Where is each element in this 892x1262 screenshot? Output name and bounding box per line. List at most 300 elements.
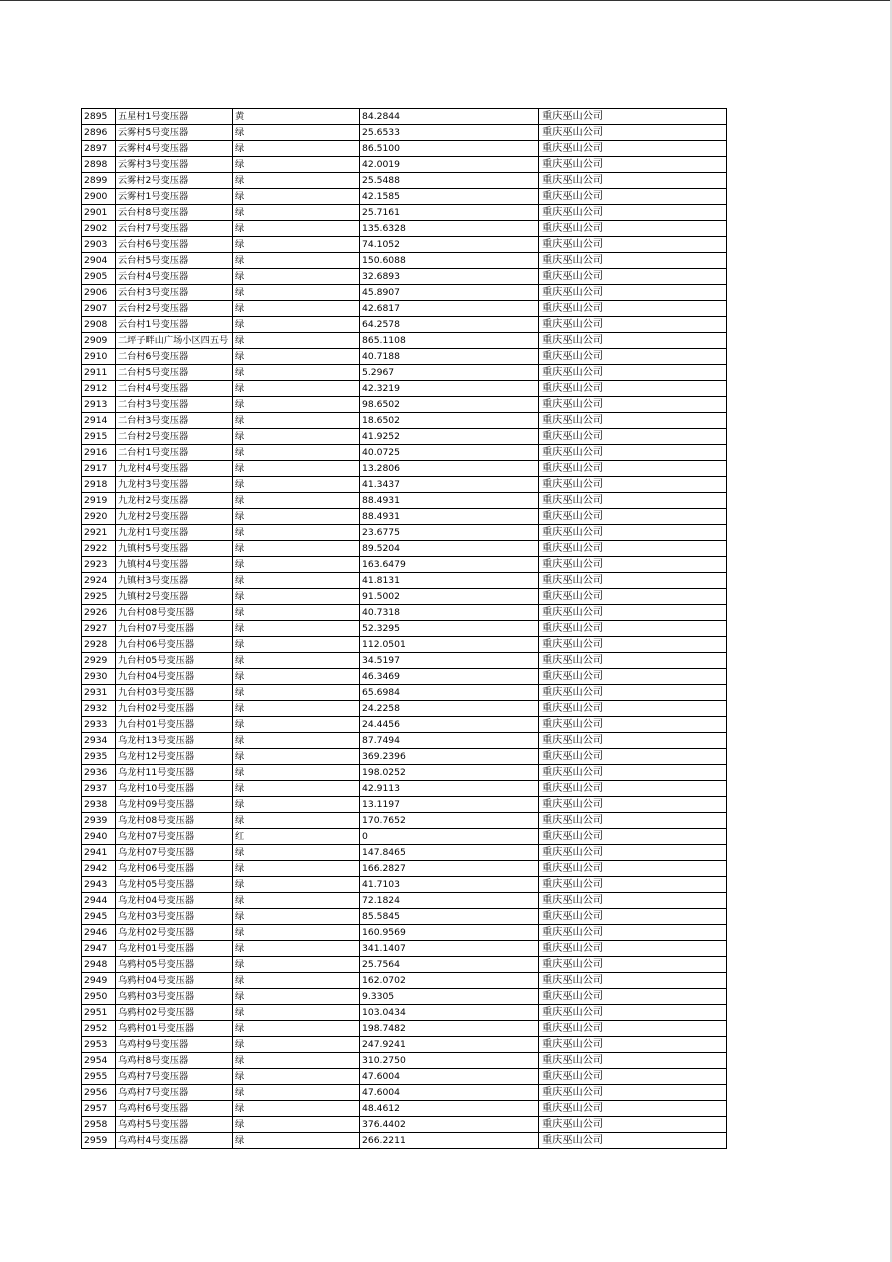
- cell-value: 160.9569: [360, 925, 539, 941]
- cell-id: 2912: [82, 381, 116, 397]
- cell-company: 重庆巫山公司: [539, 397, 727, 413]
- cell-company: 重庆巫山公司: [539, 109, 727, 125]
- cell-company: 重庆巫山公司: [539, 845, 727, 861]
- cell-status: 绿: [233, 861, 360, 877]
- cell-company: 重庆巫山公司: [539, 989, 727, 1005]
- cell-id: 2956: [82, 1085, 116, 1101]
- cell-status: 绿: [233, 797, 360, 813]
- cell-name: 云雾村5号变压器: [116, 125, 233, 141]
- cell-value: 162.0702: [360, 973, 539, 989]
- table-row: [82, 621, 727, 637]
- cell-id: 2949: [82, 973, 116, 989]
- cell-value: 103.0434: [360, 1005, 539, 1021]
- cell-name: 云台村5号变压器: [116, 253, 233, 269]
- cell-name: 乌龙村04号变压器: [116, 893, 233, 909]
- cell-status: 绿: [233, 653, 360, 669]
- cell-status: 绿: [233, 541, 360, 557]
- cell-id: 2945: [82, 909, 116, 925]
- table-row: [82, 813, 727, 829]
- cell-value: 112.0501: [360, 637, 539, 653]
- cell-company: 重庆巫山公司: [539, 1101, 727, 1117]
- cell-name: 九镇村2号变压器: [116, 589, 233, 605]
- cell-value: 266.2211: [360, 1133, 539, 1149]
- cell-name: 乌龙村03号变压器: [116, 909, 233, 925]
- table-row: [82, 1069, 727, 1085]
- cell-id: 2914: [82, 413, 116, 429]
- cell-name: 乌龙村05号变压器: [116, 877, 233, 893]
- cell-status: 绿: [233, 333, 360, 349]
- cell-id: 2938: [82, 797, 116, 813]
- cell-status: 绿: [233, 445, 360, 461]
- cell-id: 2919: [82, 493, 116, 509]
- table-row: [82, 1005, 727, 1021]
- cell-value: 98.6502: [360, 397, 539, 413]
- cell-company: 重庆巫山公司: [539, 973, 727, 989]
- cell-company: 重庆巫山公司: [539, 525, 727, 541]
- cell-value: 40.7188: [360, 349, 539, 365]
- cell-name: 九台村05号变压器: [116, 653, 233, 669]
- cell-value: 42.0019: [360, 157, 539, 173]
- table-row: [82, 221, 727, 237]
- cell-name: 云雾村4号变压器: [116, 141, 233, 157]
- cell-id: 2927: [82, 621, 116, 637]
- cell-id: 2909: [82, 333, 116, 349]
- cell-value: 40.0725: [360, 445, 539, 461]
- cell-name: 乌鸡村8号变压器: [116, 1053, 233, 1069]
- cell-status: 绿: [233, 397, 360, 413]
- cell-value: 42.6817: [360, 301, 539, 317]
- cell-company: 重庆巫山公司: [539, 957, 727, 973]
- cell-company: 重庆巫山公司: [539, 829, 727, 845]
- cell-name: 九台村03号变压器: [116, 685, 233, 701]
- cell-status: 绿: [233, 269, 360, 285]
- table-row: [82, 829, 727, 845]
- cell-name: 乌龙村12号变压器: [116, 749, 233, 765]
- cell-status: 绿: [233, 157, 360, 173]
- cell-value: 310.2750: [360, 1053, 539, 1069]
- cell-status: 绿: [233, 285, 360, 301]
- cell-name: 乌龙村06号变压器: [116, 861, 233, 877]
- cell-status: 绿: [233, 765, 360, 781]
- table-row: [82, 397, 727, 413]
- cell-value: 91.5002: [360, 589, 539, 605]
- table-row: [82, 845, 727, 861]
- table-row: [82, 205, 727, 221]
- cell-value: 45.8907: [360, 285, 539, 301]
- cell-company: 重庆巫山公司: [539, 477, 727, 493]
- cell-value: 147.8465: [360, 845, 539, 861]
- cell-value: 84.2844: [360, 109, 539, 125]
- cell-status: 绿: [233, 429, 360, 445]
- table-row: [82, 557, 727, 573]
- cell-company: 重庆巫山公司: [539, 589, 727, 605]
- cell-company: 重庆巫山公司: [539, 1117, 727, 1133]
- cell-id: 2953: [82, 1037, 116, 1053]
- cell-id: 2910: [82, 349, 116, 365]
- cell-id: 2908: [82, 317, 116, 333]
- cell-value: 13.2806: [360, 461, 539, 477]
- cell-value: 41.3437: [360, 477, 539, 493]
- cell-name: 云台村8号变压器: [116, 205, 233, 221]
- cell-company: 重庆巫山公司: [539, 509, 727, 525]
- cell-company: 重庆巫山公司: [539, 877, 727, 893]
- table-row: [82, 381, 727, 397]
- cell-status: 绿: [233, 125, 360, 141]
- table-row: [82, 589, 727, 605]
- cell-company: 重庆巫山公司: [539, 221, 727, 237]
- cell-company: 重庆巫山公司: [539, 317, 727, 333]
- cell-company: 重庆巫山公司: [539, 205, 727, 221]
- cell-value: 341.1407: [360, 941, 539, 957]
- cell-id: 2906: [82, 285, 116, 301]
- cell-id: 2897: [82, 141, 116, 157]
- cell-id: 2900: [82, 189, 116, 205]
- cell-id: 2958: [82, 1117, 116, 1133]
- cell-company: 重庆巫山公司: [539, 1005, 727, 1021]
- cell-value: 89.5204: [360, 541, 539, 557]
- table-row: [82, 1037, 727, 1053]
- table-row: [82, 477, 727, 493]
- cell-value: 48.4612: [360, 1101, 539, 1117]
- table-row: [82, 541, 727, 557]
- table-row: [82, 957, 727, 973]
- cell-name: 乌鸡村4号变压器: [116, 1133, 233, 1149]
- table-row: [82, 605, 727, 621]
- cell-value: 86.5100: [360, 141, 539, 157]
- cell-name: 乌龙村02号变压器: [116, 925, 233, 941]
- cell-company: 重庆巫山公司: [539, 909, 727, 925]
- table-row: [82, 765, 727, 781]
- cell-status: 红: [233, 829, 360, 845]
- cell-status: 绿: [233, 1037, 360, 1053]
- cell-company: 重庆巫山公司: [539, 141, 727, 157]
- cell-id: 2948: [82, 957, 116, 973]
- cell-company: 重庆巫山公司: [539, 269, 727, 285]
- cell-value: 166.2827: [360, 861, 539, 877]
- cell-value: 32.6893: [360, 269, 539, 285]
- cell-status: 绿: [233, 205, 360, 221]
- cell-name: 二台村6号变压器: [116, 349, 233, 365]
- cell-company: 重庆巫山公司: [539, 637, 727, 653]
- cell-id: 2911: [82, 365, 116, 381]
- table-row: [82, 1085, 727, 1101]
- cell-status: 绿: [233, 413, 360, 429]
- cell-value: 135.6328: [360, 221, 539, 237]
- cell-status: 绿: [233, 173, 360, 189]
- cell-value: 9.3305: [360, 989, 539, 1005]
- cell-status: 绿: [233, 525, 360, 541]
- table-row: [82, 189, 727, 205]
- cell-value: 85.5845: [360, 909, 539, 925]
- cell-status: 绿: [233, 989, 360, 1005]
- cell-value: 170.7652: [360, 813, 539, 829]
- table-row: [82, 925, 727, 941]
- table-row: [82, 685, 727, 701]
- cell-id: 2944: [82, 893, 116, 909]
- cell-company: 重庆巫山公司: [539, 349, 727, 365]
- cell-id: 2943: [82, 877, 116, 893]
- table-row: [82, 973, 727, 989]
- table-row: [82, 445, 727, 461]
- cell-company: 重庆巫山公司: [539, 941, 727, 957]
- cell-status: 绿: [233, 1101, 360, 1117]
- cell-company: 重庆巫山公司: [539, 717, 727, 733]
- cell-name: 乌鸡村7号变压器: [116, 1085, 233, 1101]
- cell-status: 绿: [233, 1085, 360, 1101]
- cell-name: 乌龙村08号变压器: [116, 813, 233, 829]
- cell-status: 绿: [233, 781, 360, 797]
- cell-status: 绿: [233, 141, 360, 157]
- cell-id: 2942: [82, 861, 116, 877]
- cell-company: 重庆巫山公司: [539, 669, 727, 685]
- table-row: [82, 1021, 727, 1037]
- transformer-table: [81, 108, 727, 1149]
- cell-status: 绿: [233, 573, 360, 589]
- cell-status: 绿: [233, 909, 360, 925]
- cell-name: 云台村3号变压器: [116, 285, 233, 301]
- cell-value: 23.6775: [360, 525, 539, 541]
- cell-name: 二台村3号变压器: [116, 397, 233, 413]
- cell-name: 九台村06号变压器: [116, 637, 233, 653]
- cell-company: 重庆巫山公司: [539, 1021, 727, 1037]
- cell-value: 42.1585: [360, 189, 539, 205]
- cell-id: 2937: [82, 781, 116, 797]
- cell-name: 九镇村4号变压器: [116, 557, 233, 573]
- cell-id: 2905: [82, 269, 116, 285]
- cell-status: 绿: [233, 237, 360, 253]
- cell-id: 2928: [82, 637, 116, 653]
- cell-status: 绿: [233, 685, 360, 701]
- cell-status: 绿: [233, 461, 360, 477]
- cell-name: 云台村7号变压器: [116, 221, 233, 237]
- cell-company: 重庆巫山公司: [539, 573, 727, 589]
- cell-company: 重庆巫山公司: [539, 365, 727, 381]
- cell-value: 52.3295: [360, 621, 539, 637]
- table-row: [82, 525, 727, 541]
- cell-value: 25.7564: [360, 957, 539, 973]
- table-row: [82, 109, 727, 125]
- cell-company: 重庆巫山公司: [539, 1085, 727, 1101]
- table-row: [82, 317, 727, 333]
- cell-name: 乌龙村10号变压器: [116, 781, 233, 797]
- cell-status: 黄: [233, 109, 360, 125]
- cell-name: 云雾村3号变压器: [116, 157, 233, 173]
- cell-company: 重庆巫山公司: [539, 1037, 727, 1053]
- cell-value: 64.2578: [360, 317, 539, 333]
- table-row: [82, 157, 727, 173]
- cell-name: 乌鸦村04号变压器: [116, 973, 233, 989]
- table-row: [82, 173, 727, 189]
- cell-value: 25.7161: [360, 205, 539, 221]
- cell-id: 2950: [82, 989, 116, 1005]
- cell-value: 198.0252: [360, 765, 539, 781]
- cell-value: 41.9252: [360, 429, 539, 445]
- cell-status: 绿: [233, 1053, 360, 1069]
- cell-name: 云台村4号变压器: [116, 269, 233, 285]
- cell-name: 云台村1号变压器: [116, 317, 233, 333]
- table-row: [82, 285, 727, 301]
- cell-company: 重庆巫山公司: [539, 429, 727, 445]
- table-row: [82, 1133, 727, 1149]
- cell-company: 重庆巫山公司: [539, 237, 727, 253]
- table-row: [82, 781, 727, 797]
- cell-value: 25.6533: [360, 125, 539, 141]
- cell-status: 绿: [233, 1133, 360, 1149]
- cell-status: 绿: [233, 717, 360, 733]
- cell-name: 乌鸦村01号变压器: [116, 1021, 233, 1037]
- cell-id: 2896: [82, 125, 116, 141]
- cell-status: 绿: [233, 893, 360, 909]
- cell-value: 87.7494: [360, 733, 539, 749]
- cell-name: 九镇村5号变压器: [116, 541, 233, 557]
- cell-value: 13.1197: [360, 797, 539, 813]
- table-row: [82, 333, 727, 349]
- cell-value: 18.6502: [360, 413, 539, 429]
- table-row: [82, 1053, 727, 1069]
- cell-name: 乌龙村11号变压器: [116, 765, 233, 781]
- cell-id: 2899: [82, 173, 116, 189]
- table-row: [82, 269, 727, 285]
- cell-id: 2947: [82, 941, 116, 957]
- cell-value: 72.1824: [360, 893, 539, 909]
- table-row: [82, 125, 727, 141]
- cell-status: 绿: [233, 557, 360, 573]
- cell-id: 2920: [82, 509, 116, 525]
- cell-company: 重庆巫山公司: [539, 701, 727, 717]
- cell-value: 24.4456: [360, 717, 539, 733]
- cell-id: 2935: [82, 749, 116, 765]
- cell-id: 2922: [82, 541, 116, 557]
- cell-status: 绿: [233, 509, 360, 525]
- cell-status: 绿: [233, 733, 360, 749]
- cell-status: 绿: [233, 365, 360, 381]
- page-top-border: [0, 0, 892, 1]
- cell-id: 2923: [82, 557, 116, 573]
- cell-status: 绿: [233, 973, 360, 989]
- cell-id: 2902: [82, 221, 116, 237]
- cell-name: 九台村07号变压器: [116, 621, 233, 637]
- cell-value: 65.6984: [360, 685, 539, 701]
- cell-value: 41.8131: [360, 573, 539, 589]
- table-row: [82, 237, 727, 253]
- cell-id: 2931: [82, 685, 116, 701]
- cell-value: 150.6088: [360, 253, 539, 269]
- cell-status: 绿: [233, 189, 360, 205]
- cell-company: 重庆巫山公司: [539, 461, 727, 477]
- table-row: [82, 413, 727, 429]
- table-row: [82, 877, 727, 893]
- cell-id: 2915: [82, 429, 116, 445]
- cell-name: 九龙村2号变压器: [116, 509, 233, 525]
- table-row: [82, 1101, 727, 1117]
- cell-company: 重庆巫山公司: [539, 797, 727, 813]
- table-row: [82, 717, 727, 733]
- cell-value: 88.4931: [360, 493, 539, 509]
- cell-status: 绿: [233, 589, 360, 605]
- cell-id: 2955: [82, 1069, 116, 1085]
- cell-status: 绿: [233, 877, 360, 893]
- cell-name: 九龙村1号变压器: [116, 525, 233, 541]
- cell-value: 88.4931: [360, 509, 539, 525]
- cell-status: 绿: [233, 221, 360, 237]
- cell-value: 24.2258: [360, 701, 539, 717]
- cell-status: 绿: [233, 381, 360, 397]
- cell-status: 绿: [233, 941, 360, 957]
- cell-value: 42.9113: [360, 781, 539, 797]
- table-row: [82, 365, 727, 381]
- cell-name: 乌鸡村9号变压器: [116, 1037, 233, 1053]
- cell-name: 二台村4号变压器: [116, 381, 233, 397]
- cell-company: 重庆巫山公司: [539, 541, 727, 557]
- cell-id: 2946: [82, 925, 116, 941]
- cell-name: 二台村2号变压器: [116, 429, 233, 445]
- cell-id: 2895: [82, 109, 116, 125]
- cell-name: 云台村6号变压器: [116, 237, 233, 253]
- cell-value: 247.9241: [360, 1037, 539, 1053]
- cell-company: 重庆巫山公司: [539, 925, 727, 941]
- table-row: [82, 429, 727, 445]
- cell-value: 42.3219: [360, 381, 539, 397]
- cell-name: 二台村3号变压器: [116, 413, 233, 429]
- cell-id: 2936: [82, 765, 116, 781]
- cell-name: 九镇村3号变压器: [116, 573, 233, 589]
- cell-company: 重庆巫山公司: [539, 749, 727, 765]
- cell-company: 重庆巫山公司: [539, 733, 727, 749]
- cell-id: 2940: [82, 829, 116, 845]
- cell-name: 乌鸦村03号变压器: [116, 989, 233, 1005]
- cell-id: 2925: [82, 589, 116, 605]
- cell-status: 绿: [233, 813, 360, 829]
- cell-status: 绿: [233, 301, 360, 317]
- cell-name: 九台村08号变压器: [116, 605, 233, 621]
- cell-status: 绿: [233, 317, 360, 333]
- cell-company: 重庆巫山公司: [539, 1069, 727, 1085]
- cell-status: 绿: [233, 925, 360, 941]
- table-row: [82, 893, 727, 909]
- cell-status: 绿: [233, 1117, 360, 1133]
- cell-status: 绿: [233, 253, 360, 269]
- cell-status: 绿: [233, 1021, 360, 1037]
- cell-name: 云台村2号变压器: [116, 301, 233, 317]
- table-row: [82, 573, 727, 589]
- cell-id: 2926: [82, 605, 116, 621]
- table-row: [82, 301, 727, 317]
- cell-status: 绿: [233, 669, 360, 685]
- cell-company: 重庆巫山公司: [539, 605, 727, 621]
- cell-id: 2903: [82, 237, 116, 253]
- cell-company: 重庆巫山公司: [539, 189, 727, 205]
- cell-status: 绿: [233, 349, 360, 365]
- cell-company: 重庆巫山公司: [539, 125, 727, 141]
- cell-value: 74.1052: [360, 237, 539, 253]
- cell-name: 九龙村3号变压器: [116, 477, 233, 493]
- cell-company: 重庆巫山公司: [539, 445, 727, 461]
- cell-name: 二坪子畔山广场小区四五号: [116, 333, 233, 349]
- cell-status: 绿: [233, 701, 360, 717]
- cell-company: 重庆巫山公司: [539, 621, 727, 637]
- cell-value: 865.1108: [360, 333, 539, 349]
- cell-value: 369.2396: [360, 749, 539, 765]
- cell-status: 绿: [233, 493, 360, 509]
- table-row: [82, 349, 727, 365]
- table-row: [82, 989, 727, 1005]
- cell-id: 2921: [82, 525, 116, 541]
- cell-name: 九龙村2号变压器: [116, 493, 233, 509]
- cell-id: 2934: [82, 733, 116, 749]
- cell-id: 2941: [82, 845, 116, 861]
- cell-name: 五星村1号变压器: [116, 109, 233, 125]
- table-row: [82, 1117, 727, 1133]
